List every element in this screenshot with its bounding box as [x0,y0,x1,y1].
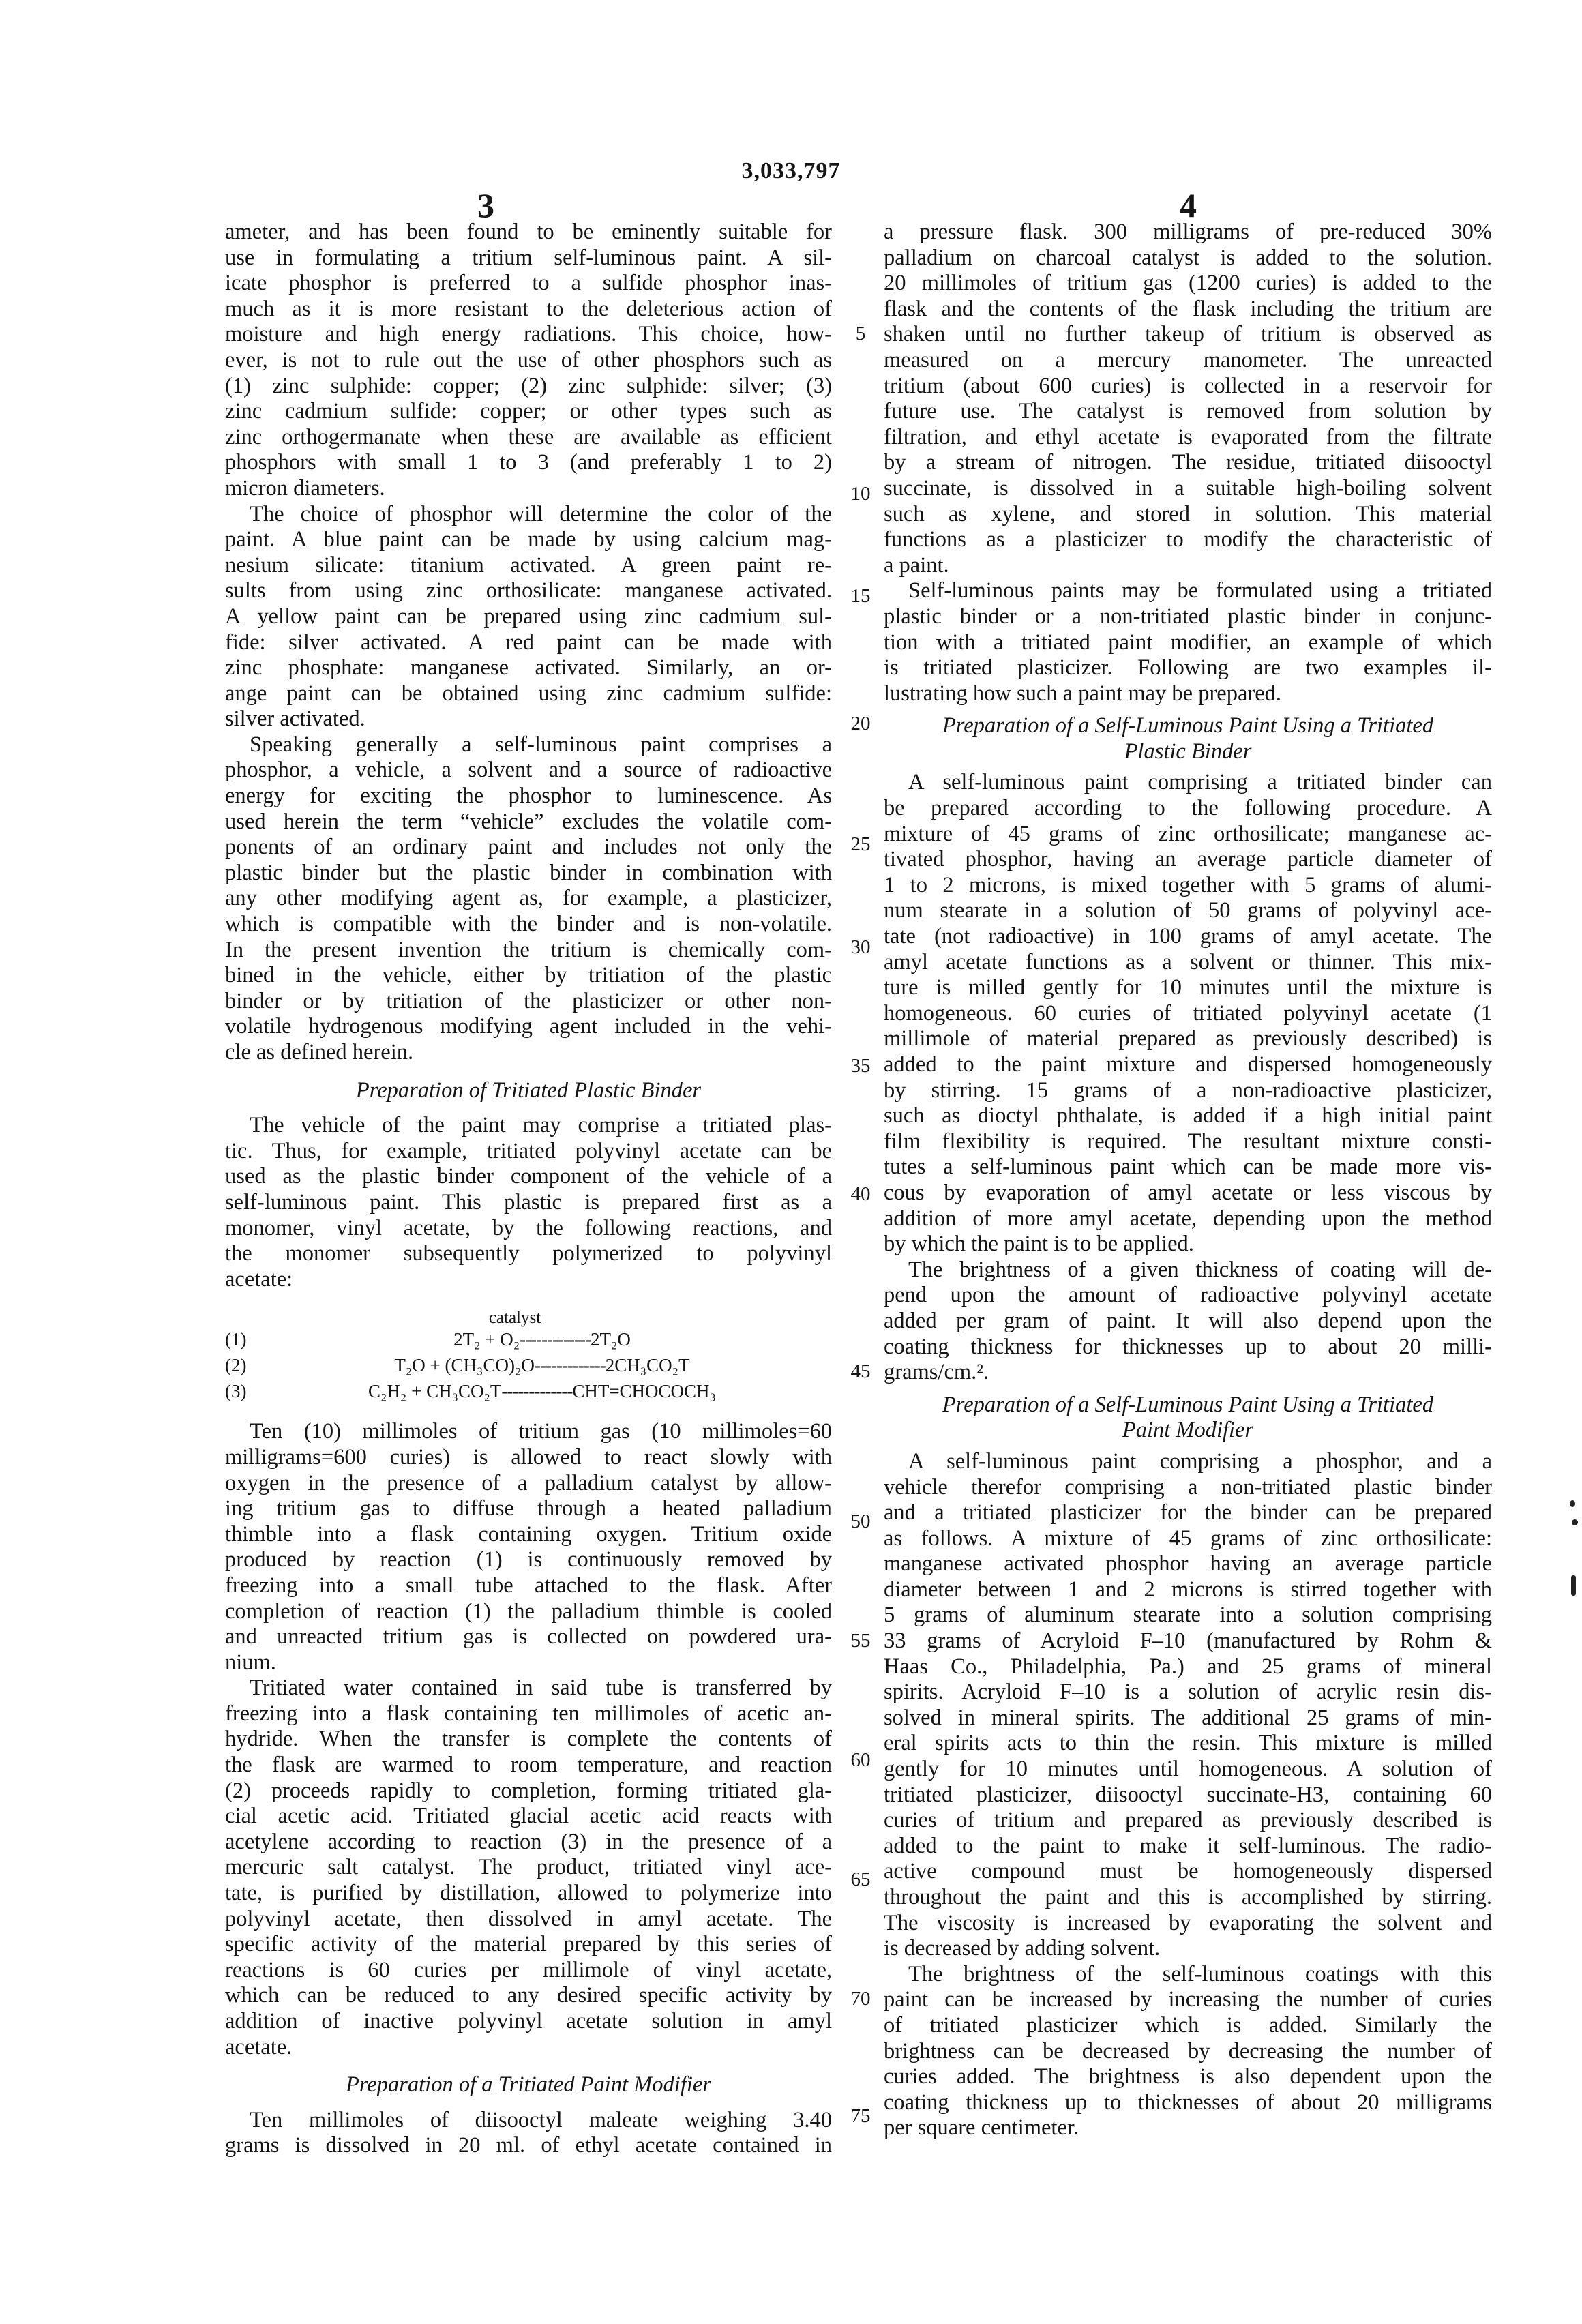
text-line: zinc orthogermanate when these are available as efficient [225,424,832,449]
margin-line-numbers [840,0,881,2324]
text-line: is tritiated plasticizer. Following are two examples il- [884,655,1492,681]
text-line: paint can be increased by increasing the number of curies [884,1987,1492,2012]
paragraph [225,1675,832,2060]
text-line: (1) zinc sulphide: copper; (2) zinc sulphide: silver; (3) [225,373,832,398]
text-line: thimble into a flask containing oxygen. Tritium oxide [225,1521,832,1547]
text-line: plastic binder or a non-tritiated plastic binder in conjunc- [884,604,1492,629]
text-line: binder or by tritiation of the plasticizer or other non- [225,988,832,1013]
text-line: addition of more amyl acetate, depending upon the method [884,1206,1492,1231]
text-line: tivated phosphor, having an average particle diameter of [884,847,1492,872]
text-line: grams is dissolved in 20 ml. of ethyl acetate contained in [225,2133,832,2158]
text-line: as follows. A mixture of 45 grams of zinc orthosilicate: [884,1525,1492,1551]
text-line: The choice of phosphor will determine the color of the [250,501,832,526]
text-line: phosphor, a vehicle, a solvent and a source of radioactive [225,758,832,783]
text-line: and a tritiated plasticizer for the binder can be prepared [884,1500,1492,1525]
text-line: coating thickness up to thicknesses of about 20 milligrams [884,2089,1492,2115]
text-line: millimole of material prepared as previously described) is [884,1026,1492,1052]
paragraph [884,1449,1492,1962]
text-line: hydride. When the transfer is complete the contents of [225,1727,832,1752]
text-line: lustrating how such a paint may be prepared. [884,681,1282,706]
text-line: Haas Co., Philadelphia, Pa.) and 25 grams of mineral [884,1654,1492,1679]
text-line: gently for 10 minutes until homogeneous. A solution of [884,1757,1492,1782]
text-line: plastic binder but the plastic binder in combination with [225,860,832,885]
text-line: tate, is purified by distillation, allowed to polymerize into [225,1881,832,1906]
text-line: In the present invention the tritium is chemically com- [225,937,832,962]
text-line: much as it is more resistant to the deleterious action of [225,296,832,321]
equation-number: (1) [225,1329,247,1350]
text-line: addition of inactive polyvinyl acetate solution in amyl [225,2009,832,2034]
text-line: acetate. [225,2034,293,2059]
text-line: paint. A blue paint can be made by using calcium mag- [225,527,832,552]
text-line: completion of reaction (1) the palladium thimble is cooled [225,1598,832,1624]
line-number: 60 [850,1749,871,1771]
equation-row [225,1326,832,1352]
text-line: added to the paint mixture and dispersed homogeneously [884,1052,1492,1077]
text-line: use in formulating a tritium self-luminous paint. A sil- [225,245,832,270]
paragraph [884,1962,1492,2141]
heading-line: Paint Modifier [1122,1418,1254,1443]
line-number: 65 [850,1868,871,1890]
paragraph [225,1113,832,1292]
text-line: the flask are warmed to room temperature, and reaction [225,1753,832,1778]
text-line: filtration, and ethyl acetate is evaporated from the filtrate [884,424,1492,449]
text-line: ponents of an ordinary paint and includes not only the [225,835,832,860]
column-number-right: 4 [1180,186,1197,224]
text-line: ameter, and has been found to be eminently suitable for [225,220,832,244]
text-line: 20 millimoles of tritium gas (1200 curies) is added to the [884,271,1492,296]
text-line: any other modifying agent as, for example, a plasticizer, [225,886,832,911]
text-line: The brightness of a given thickness of coating will de- [908,1257,1492,1282]
line-number: 25 [850,833,871,855]
text-line: sults from using zinc orthosilicate: manganese activated. [225,578,832,604]
text-line: added to the paint to make it self-luminous. The radio- [884,1833,1492,1858]
text-line: film flexibility is required. The resultant mixture consti- [884,1129,1492,1154]
paragraph [225,502,832,732]
text-line: by a stream of nitrogen. The residue, tritiated diisooctyl [884,450,1492,475]
line-number: 35 [850,1055,871,1077]
heading-line: Preparation of a Self-Luminous Paint Using a Tritiated [942,1392,1434,1417]
text-line: oxygen in the presence of a palladium catalyst by allow- [225,1470,832,1495]
text-line: moisture and high energy radiations. This choice, how- [225,322,832,347]
text-line: tic. Thus, for example, tritiated polyvinyl acetate can be [225,1138,832,1163]
text-line: functions as a plasticizer to modify the characteristic of [884,527,1492,552]
equation-row [225,1352,832,1378]
text-line: ever, is not to rule out the use of other phosphors such as [225,347,832,372]
text-line: such as dioctyl phthalate, is added if a high initial paint [884,1103,1492,1129]
text-line: a pressure flask. 300 milligrams of pre-reduced 30% [884,220,1492,244]
text-line: Self-luminous paints may be formulated using a tritiated [908,578,1492,604]
equation-arrow: ------------- [501,1381,573,1402]
text-line: homogeneous. 60 curies of tritiated polyvinyl acetate (1 [884,1000,1492,1026]
text-line: the monomer subsequently polymerized to polyvinyl [225,1241,832,1266]
text-line: coating thickness for thicknesses up to about 20 milli- [884,1334,1492,1359]
right-column [884,220,1492,2141]
text-line: Ten millimoles of diisooctyl maleate weighing 3.40 [250,2107,832,2132]
text-line: flask and the contents of the flask including the tritium are [884,296,1492,321]
text-line: ture is milled gently for 10 minutes until the mixture is [884,975,1492,1000]
text-line: future use. The catalyst is removed from solution by [884,399,1492,424]
text-line: brightness can be decreased by decreasing the number of [884,2038,1492,2064]
text-line: eral spirits acts to thin the resin. This mixture is milled [884,1731,1492,1756]
equation-number: (2) [225,1355,247,1376]
line-number: 5 [855,323,866,344]
paragraph [884,220,1492,578]
text-line: ange paint can be obtained using zinc cadmium sulfide: [225,681,832,706]
text-line: volatile hydrogenous modifying agent included in the vehi- [225,1014,832,1039]
equation-row [225,1378,832,1404]
text-line: succinate, is dissolved in a suitable high-boiling solvent [884,475,1492,501]
paragraph [225,1419,832,1675]
text-line: nium. [225,1650,276,1675]
text-line: A self-luminous paint comprising a tritiated binder can [908,770,1492,795]
text-line: icate phosphor is preferred to a sulfide phosphor inas- [225,271,832,296]
text-line: zinc phosphate: manganese activated. Similarly, an or- [225,655,832,681]
text-line: 1 to 2 microns, is mixed together with 5 grams of alumi- [884,872,1492,897]
equation-number: (3) [225,1381,247,1402]
text-line: phosphors with small 1 to 3 (and preferably 1 to 2) [225,450,832,475]
text-line: reactions is 60 curies per millimole of vinyl acetate, [225,1957,832,1982]
paragraph [225,220,832,502]
text-line: tion with a tritiated paint modifier, an example of which [884,629,1492,655]
text-line: be prepared according to the following procedure. A [884,796,1492,821]
text-line: mercuric salt catalyst. The product, tritiated vinyl ace- [225,1855,832,1880]
text-line: active compound must be homogeneously dispersed [884,1859,1492,1884]
paragraph [884,578,1492,706]
text-line: which is compatible with the binder and is non-volatile. [225,912,832,937]
text-line: Speaking generally a self-luminous paint comprises a [250,732,832,757]
equation-body [307,1352,832,1378]
section-heading: Preparation of Tritiated Plastic Binder [355,1077,702,1103]
column-number-left: 3 [477,186,494,224]
text-line: acetylene according to reaction (3) in the presence of a [225,1829,832,1854]
text-line: The vehicle of the paint may comprise a tritiated plas- [250,1113,832,1138]
text-line: A self-luminous paint comprising a phosphor, and a [908,1448,1492,1474]
line-number: 40 [850,1183,871,1205]
text-line: tritiated plasticizer, diisooctyl succinate-H3, containing 60 [884,1782,1492,1807]
text-line: tate (not radioactive) in 100 grams of amyl acetate. The [884,924,1492,949]
text-line: cial acetic acid. Tritiated glacial acetic acid reacts with [225,1804,832,1829]
text-line: added per gram of paint. It will also depend upon the [884,1308,1492,1333]
section-heading [884,713,1492,764]
text-line: Tritiated water contained in said tube is transferred by [250,1675,832,1701]
text-line: mixture of 45 grams of zinc orthosilicate; manganese ac- [884,821,1492,846]
line-number: 70 [850,1988,871,2010]
text-line: is decreased by adding solvent. [884,1936,1161,1961]
heading-line: Plastic Binder [1124,739,1252,764]
text-line: solved in mineral spirits. The additional 25 grams of min- [884,1705,1492,1730]
text-line: pend upon the amount of radioactive polyvinyl acetate [884,1283,1492,1308]
text-line: curies of tritium and prepared as previously described is [884,1808,1492,1833]
text-line: cle as defined herein. [225,1040,414,1064]
equation-rhs: CHT=CHOCOCH₃ [572,1381,716,1402]
text-line: zinc cadmium sulfide: copper; or other types such as [225,399,832,424]
text-line: tutes a self-luminous paint which can be made more vis- [884,1154,1492,1180]
scan-artifact [1571,1575,1576,1596]
text-line: by stirring. 15 grams of a non-radioactive plasticizer, [884,1077,1492,1103]
reaction-equations [225,1310,832,1404]
text-line: energy for exciting the phosphor to luminescence. As [225,784,832,809]
line-number: 30 [850,936,871,958]
text-line: used as the plastic binder component of the vehicle of a [225,1164,832,1189]
equation-arrow: ------------- [534,1355,606,1376]
text-line: such as xylene, and stored in solution. This material [884,501,1492,526]
equation-body [307,1326,832,1352]
text-line: milligrams=600 curies) is allowed to react slowly with [225,1444,832,1470]
text-line: Ten (10) millimoles of tritium gas (10 millimoles=60 [250,1419,832,1444]
line-number: 50 [850,1510,871,1532]
text-line: ing tritium gas to diffuse through a heated palladium [225,1496,832,1521]
line-number: 55 [850,1630,871,1652]
text-line: bined in the vehicle, either by tritiation of the plastic [225,963,832,988]
equation-body [307,1378,832,1404]
equation-lhs: 2T₂ + O₂ [453,1329,520,1350]
text-line: 5 grams of aluminum stearate into a solution comprising [884,1603,1492,1628]
text-line: 33 grams of Acryloid F–10 (manufactured by Rohm & [884,1628,1492,1654]
paragraph [225,2108,832,2159]
paragraph [884,770,1492,1257]
text-line: specific activity of the material prepared by this series of [225,1932,832,1957]
text-line: used herein the term “vehicle” excludes the volatile com- [225,809,832,834]
heading-line: Preparation of a Self-Luminous Paint Using a Tritiated [942,713,1434,739]
equation-lhs: T₂O + (CH₃CO)₂O [394,1355,535,1376]
text-line: measured on a mercury manometer. The unreacted [884,347,1492,372]
text-line: The brightness of the self-luminous coatings with this [908,1961,1492,1986]
text-line: a paint. [884,552,949,578]
line-number: 15 [850,585,871,607]
text-line: cous by evaporation of amyl acetate or less viscous by [884,1180,1492,1205]
text-line: tritium (about 600 curies) is collected in a reservoir for [884,373,1492,398]
text-line: vehicle therefor comprising a non-tritiated plastic binder [884,1474,1492,1500]
line-number: 75 [850,2105,871,2127]
text-line: manganese activated phosphor having an average particle [884,1551,1492,1577]
patent-number: 3,033,797 [741,158,841,183]
text-line: A yellow paint can be prepared using zinc cadmium sul- [225,604,832,629]
text-line: nesium silicate: titanium activated. A green paint re- [225,552,832,578]
line-number: 20 [850,713,871,734]
text-line: shaken until no further takeup of tritium is observed as [884,322,1492,347]
text-line: polyvinyl acetate, then dissolved in amyl acetate. The [225,1906,832,1931]
equation-rhs: 2T₂O [591,1329,631,1350]
text-line: by which the paint is to be applied. [884,1232,1194,1257]
left-column [225,220,832,2159]
text-line: amyl acetate functions as a solvent or thinner. This mix- [884,949,1492,974]
text-line: per square centimeter. [884,2115,1079,2141]
text-line: (2) proceeds rapidly to completion, forming tritiated gla- [225,1778,832,1803]
section-heading: Preparation of a Tritiated Paint Modifier [346,2072,711,2098]
text-line: acetate: [225,1266,293,1292]
text-line: produced by reaction (1) is continuously removed by [225,1547,832,1573]
catalyst-label: catalyst [488,1309,541,1328]
section-heading [884,1392,1492,1444]
paragraph [225,732,832,1066]
paragraph [884,1257,1492,1386]
equation-lhs: C₂H₂ + CH₃CO₂T [368,1381,502,1402]
text-line: palladium on charcoal catalyst is added to the solution. [884,245,1492,270]
text-line: fide: silver activated. A red paint can be made with [225,629,832,655]
text-line: silver activated. [225,706,365,732]
text-line: freezing into a flask containing ten millimoles of acetic an- [225,1701,832,1726]
equation-rhs: 2CH₃CO₂T [605,1355,690,1376]
line-number: 10 [850,483,871,505]
text-line: curies added. The brightness is also dependent upon the [884,2064,1492,2089]
text-line: The viscosity is increased by evaporating the solvent and [884,1910,1492,1935]
line-number: 45 [850,1360,871,1382]
text-line: which can be reduced to any desired specific activity by [225,1983,832,2008]
text-line: monomer, vinyl acetate, by the following reactions, and [225,1215,832,1240]
text-line: and unreacted tritium gas is collected on powdered ura- [225,1624,832,1650]
text-line: of tritiated plasticizer which is added. Similarly the [884,2012,1492,2038]
text-line: spirits. Acryloid F–10 is a solution of acrylic resin dis- [884,1680,1492,1705]
text-line: num stearate in a solution of 50 grams of polyvinyl ace- [884,898,1492,923]
equation-arrow: ------------- [520,1329,591,1350]
text-line: self-luminous paint. This plastic is prepared first as a [225,1189,832,1215]
scan-artifact [1570,1500,1575,1507]
text-line: micron diameters. [225,475,385,501]
text-line: throughout the paint and this is accomplished by stirring. [884,1885,1492,1909]
text-line: diameter between 1 and 2 microns is stirred together with [884,1577,1492,1602]
text-line: grams/cm.². [884,1360,989,1385]
scan-artifact [1572,1519,1578,1525]
text-line: freezing into a small tube attached to the flask. After [225,1573,832,1598]
